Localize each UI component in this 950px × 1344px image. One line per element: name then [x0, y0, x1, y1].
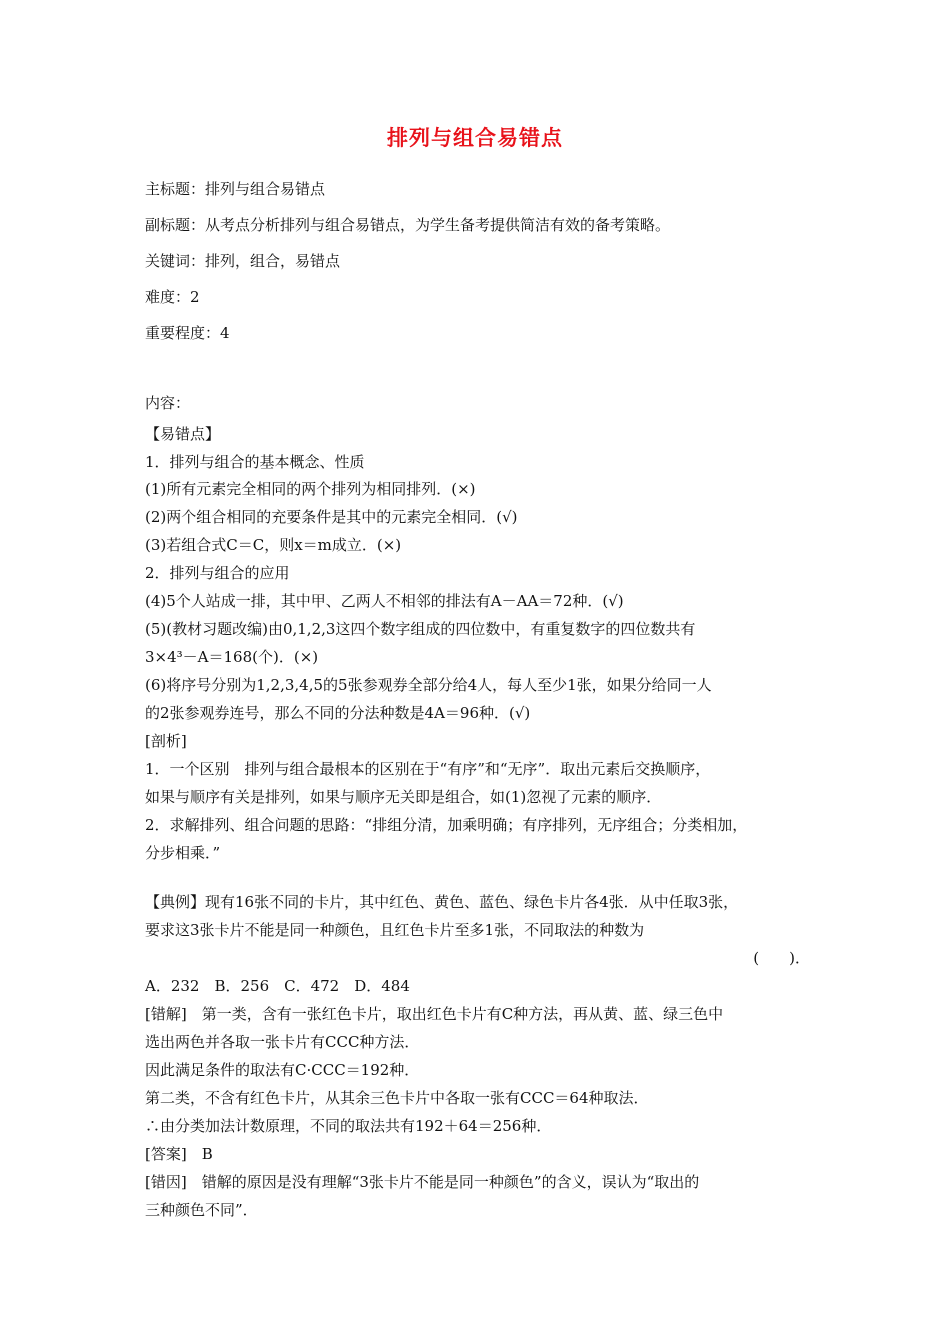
importance-line: 重要程度：4 [145, 324, 230, 342]
solution-line: 三种颜色不同”． [145, 1201, 258, 1219]
content-line: (3)若组合式C＝C，则x＝m成立．(×) [145, 536, 402, 554]
solution-line: [错解] 第一类，含有一张红色卡片，取出红色卡片有C种方法，再从黄、蓝、绿三色中 [145, 1005, 724, 1023]
answer-blank: ( )． [753, 949, 810, 967]
content-line: 分步相乘．” [145, 844, 221, 862]
content-line: 的2张参观券连号，那么不同的分法种数是4A＝96种．(√) [145, 704, 531, 722]
content-line: 1．排列与组合的基本概念、性质 [145, 453, 365, 471]
options-line: A．232 B．256 C．472 D．484 [145, 977, 410, 995]
example-line: 要求这3张卡片不能是同一种颜色，且红色卡片至多1张，不同取法的种数为 [145, 921, 645, 939]
content-line: (6)将序号分别为1,2,3,4,5的5张参观券全部分给4人，每人至少1张，如果分给同一人 [145, 676, 712, 694]
content-line: 如果与顺序有关是排列，如果与顺序无关即是组合，如(1)忽视了元素的顺序． [145, 788, 662, 806]
content-line: 3×4³－A＝168(个)．(×) [145, 648, 319, 666]
document-title: 排列与组合易错点 [387, 126, 563, 150]
solution-line: ∴由分类加法计数原理，不同的取法共有192＋64＝256种． [145, 1117, 552, 1135]
content-line: 2．求解排列、组合问题的思路：“排组分清，加乘明确；有序排列，无序组合；分类相加， [145, 816, 748, 834]
solution-line: [错因] 错解的原因是没有理解“3张卡片不能是同一种颜色”的含义，误认为“取出的 [145, 1173, 700, 1191]
subtitle-line: 副标题：从考点分析排列与组合易错点，为学生备考提供简洁有效的备考策略。 [145, 216, 671, 234]
content-line: (4)5个人站成一排，其中甲、乙两人不相邻的排法有A－AA＝72种．(√) [145, 592, 624, 610]
content-line: (5)(教材习题改编)由0,1,2,3这四个数字组成的四位数中，有重复数字的四位数共有 [145, 620, 696, 638]
solution-line: [答案] B [145, 1145, 213, 1163]
content-line: 【易错点】 [145, 425, 221, 443]
solution-line: 选出两色并各取一张卡片有CCC种方法． [145, 1033, 420, 1051]
content-line: 2．排列与组合的应用 [145, 564, 290, 582]
content-line: (1)所有元素完全相同的两个排列为相同排列．(×) [145, 480, 476, 498]
solution-line: 第二类，不含有红色卡片，从其余三色卡片中各取一张有CCC＝64种取法． [145, 1089, 649, 1107]
main-title-line: 主标题：排列与组合易错点 [145, 180, 326, 198]
content-line: (2)两个组合相同的充要条件是其中的元素完全相同．(√) [145, 508, 518, 526]
difficulty-line: 难度：2 [145, 288, 200, 306]
keywords-line: 关键词：排列，组合，易错点 [145, 252, 341, 270]
solution-line: 因此满足条件的取法有C·CCC＝192种． [145, 1061, 420, 1079]
example-line: 【典例】现有16张不同的卡片，其中红色、黄色、蓝色、绿色卡片各4张．从中任取3张， [145, 893, 739, 911]
content-label: 内容： [145, 394, 191, 412]
content-line: 1．一个区别 排列与组合最根本的区别在于“有序”和“无序”．取出元素后交换顺序， [145, 760, 711, 778]
content-line: [剖析] [145, 732, 187, 750]
